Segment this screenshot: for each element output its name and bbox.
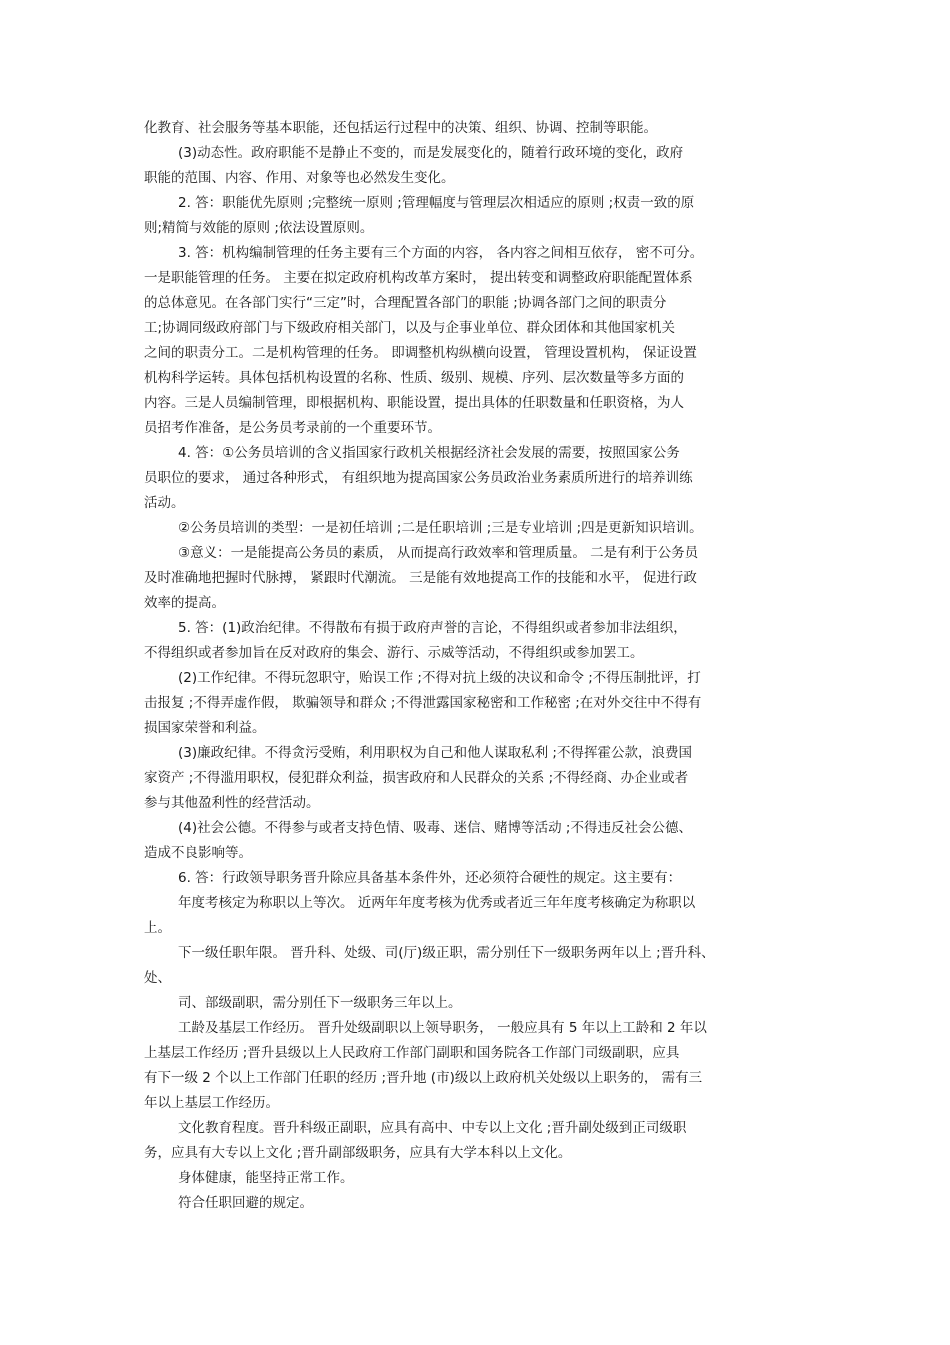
text-line: 工龄及基层工作经历。 晋升处级副职以上领导职务， 一般应具有 5 年以上工龄和 2 年以 <box>178 1020 707 1036</box>
text-line: 职能的范围、内容、作用、对象等也必然发生变化。 <box>144 170 455 186</box>
text-line: 司、部级副职，需分别任下一级职务三年以上。 <box>178 995 462 1011</box>
text-line: 下一级任职年限。 晋升科、处级、司(厅)级正职，需分别任下一级职务两年以上 ;晋升科、 <box>178 945 715 961</box>
text-line: 机构科学运转。具体包括机构设置的名称、性质、级别、规模、序列、层次数量等多方面的 <box>144 370 684 386</box>
text-line: 年以上基层工作经历。 <box>144 1095 279 1111</box>
text-line: (3)动态性。政府职能不是静止不变的，而是发展变化的，随着行政环境的变化，政府 <box>178 145 684 161</box>
text-line: (2)工作纪律。不得玩忽职守，贻误工作 ;不得对抗上级的决议和命令 ;不得压制批评，打 <box>178 670 701 686</box>
text-line: 务，应具有大专以上文化 ;晋升副部级职务，应具有大学本科以上文化。 <box>144 1145 572 1161</box>
text-line: 工;协调同级政府部门与下级政府相关部门，以及与企事业单位、群众团体和其他国家机关 <box>144 320 676 336</box>
text-line: 及时准确地把握时代脉搏， 紧跟时代潮流。 三是能有效地提高工作的技能和水平， 促进行政 <box>144 570 697 586</box>
text-line: 活动。 <box>144 495 185 511</box>
text-line: 之间的职责分工。二是机构管理的任务。 即调整机构纵横向设置， 管理设置机构， 保证设置 <box>144 345 697 361</box>
text-line: 3. 答：机构编制管理的任务主要有三个方面的内容， 各内容之间相互依存， 密不可分。 <box>178 245 704 261</box>
text-line: 4. 答：①公务员培训的含义指国家行政机关根据经济社会发展的需要，按照国家公务 <box>178 445 680 461</box>
text-line: 身体健康，能坚持正常工作。 <box>178 1170 354 1186</box>
text-line: 6. 答：行政领导职务晋升除应具备基本条件外，还必须符合硬性的规定。这主要有： <box>178 870 682 886</box>
text-line: 化教育、社会服务等基本职能，还包括运行过程中的决策、组织、协调、控制等职能。 <box>144 120 657 136</box>
text-line: 员招考作准备，是公务员考录前的一个重要环节。 <box>144 420 441 436</box>
text-line: 上基层工作经历 ;晋升县级以上人民政府工作部门副职和国务院各工作部门司级副职，应具 <box>144 1045 680 1061</box>
text-line: 不得组织或者参加旨在反对政府的集会、游行、示威等活动，不得组织或参加罢工。 <box>144 645 644 661</box>
text-line: 参与其他盈利性的经营活动。 <box>144 795 320 811</box>
text-line: 内容。三是人员编制管理，即根据机构、职能设置，提出具体的任职数量和任职资格，为人 <box>144 395 684 411</box>
text-line: 上。 <box>144 920 171 936</box>
text-line: 损国家荣誉和利益。 <box>144 720 266 736</box>
text-line: 一是职能管理的任务。 主要在拟定政府机构改革方案时， 提出转变和调整政府职能配置体系 <box>144 270 693 286</box>
text-line: ③意义：一是能提高公务员的素质， 从而提高行政效率和管理质量。 二是有利于公务员 <box>178 545 699 561</box>
text-line: 文化教育程度。晋升科级正副职，应具有高中、中专以上文化 ;晋升副处级到正司级职 <box>178 1120 687 1136</box>
text-line: 有下一级 2 个以上工作部门任职的经历 ;晋升地 (市)级以上政府机关处级以上职务的， 需有三 <box>144 1070 703 1086</box>
text-line: (4)社会公德。不得参与或者支持色情、吸毒、迷信、赌博等活动 ;不得违反社会公德、 <box>178 820 692 836</box>
text-line: 符合任职回避的规定。 <box>178 1195 313 1211</box>
text-line: 2. 答：职能优先原则 ;完整统一原则 ;管理幅度与管理层次相适应的原则 ;权责一致的原 <box>178 195 695 211</box>
text-line: 造成不良影响等。 <box>144 845 252 861</box>
text-line: ②公务员培训的类型：一是初任培训 ;二是任职培训 ;三是专业培训 ;四是更新知识培训。 <box>178 520 703 536</box>
text-line: 家资产 ;不得滥用职权，侵犯群众利益，损害政府和人民群众的关系 ;不得经商、办企业或者 <box>144 770 689 786</box>
text-line: 5. 答：(1)政治纪律。不得散布有损于政府声誉的言论，不得组织或者参加非法组织， <box>178 620 687 636</box>
text-line: 员职位的要求， 通过各种形式， 有组织地为提高国家公务员政治业务素质所进行的培养训练 <box>144 470 693 486</box>
text-line: (3)廉政纪律。不得贪污受贿，利用职权为自己和他人谋取私利 ;不得挥霍公款，浪费国 <box>178 745 692 761</box>
text-line: 处、 <box>144 970 171 986</box>
text-line: 效率的提高。 <box>144 595 225 611</box>
text-line: 年度考核定为称职以上等次。 近两年年度考核为优秀或者近三年年度考核确定为称职以 <box>178 895 696 911</box>
document-body <box>144 116 809 1216</box>
text-line: 击报复 ;不得弄虚作假， 欺骗领导和群众 ;不得泄露国家秘密和工作秘密 ;在对外交往中不得有 <box>144 695 702 711</box>
text-line: 的总体意见。在各部门实行“三定”时，合理配置各部门的职能 ;协调各部门之间的职责分 <box>144 295 667 311</box>
text-line: 则;精简与效能的原则 ;依法设置原则。 <box>144 220 374 236</box>
